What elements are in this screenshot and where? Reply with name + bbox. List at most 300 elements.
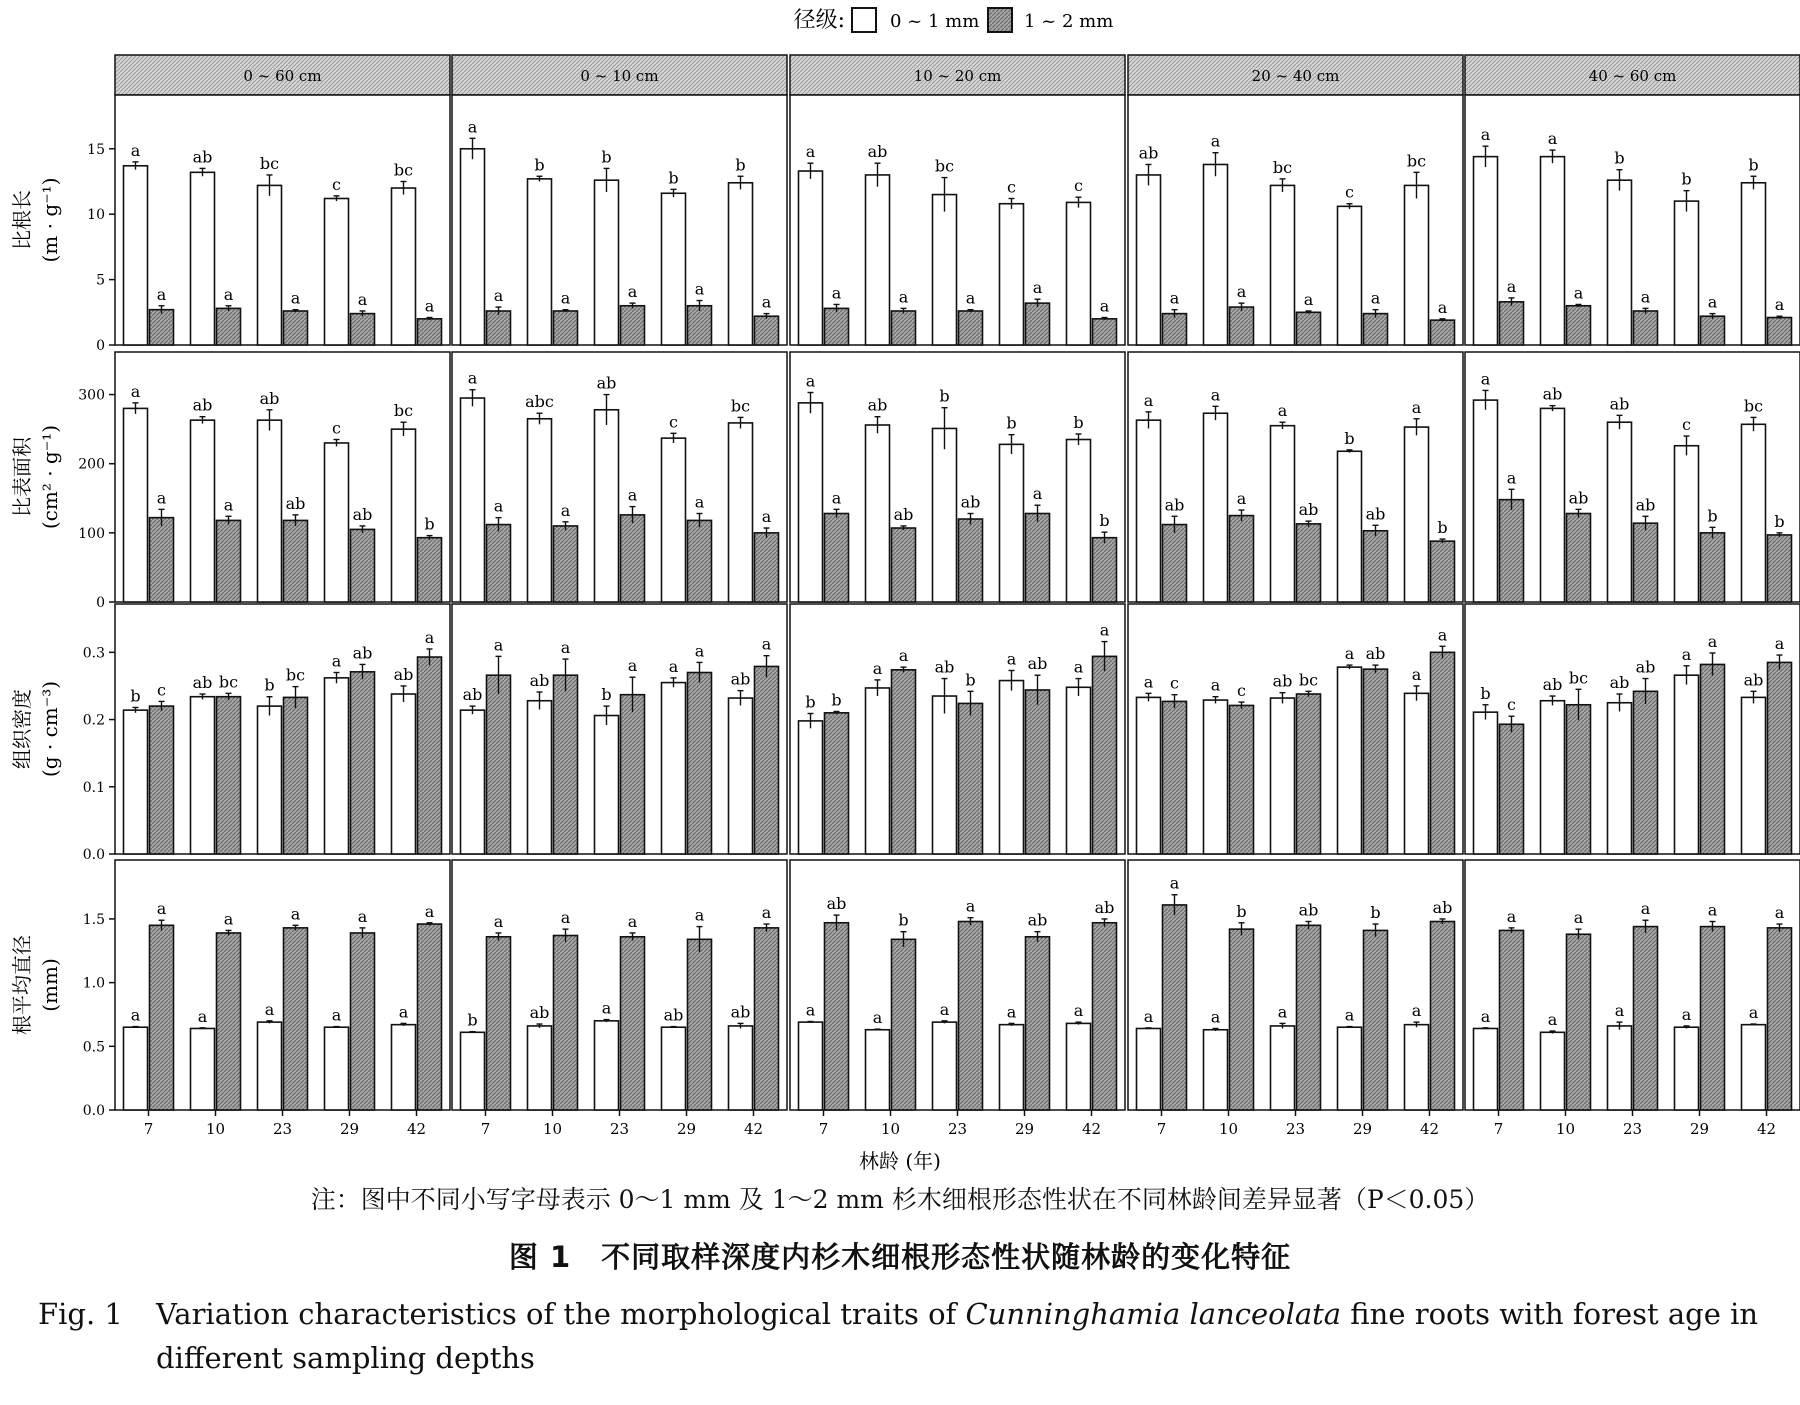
significance-letter: ab [1365,644,1386,664]
bar-coarse [284,520,308,602]
significance-letter: ab [352,504,373,524]
bar-coarse [825,513,849,602]
significance-letter: a [694,279,705,299]
bar-fine [1067,1023,1091,1110]
facet-strip-label: 10 ~ 20 cm [913,67,1002,85]
significance-letter: b [735,155,746,175]
bar-coarse [1634,691,1658,854]
bar-fine [1474,1028,1498,1110]
figure-note: 注：图中不同小写字母表示 0～1 mm 及 1～2 mm 杉木细根形态性状在不同林龄间差异显著（P＜0.05） [310,1185,1490,1214]
bar-coarse [825,713,849,854]
bar-fine [595,410,619,602]
significance-letter: a [223,284,234,304]
bar-fine [258,185,282,345]
bar-fine [528,701,552,854]
significance-letter: ab [826,894,847,914]
significance-letter: a [467,368,478,388]
significance-letter: ab [1027,910,1048,930]
significance-letter: a [398,1002,409,1022]
bar-coarse [959,311,983,345]
significance-letter: ab [1432,897,1453,917]
bar-fine [325,678,349,854]
significance-letter: a [627,282,638,302]
y-axis-label-line: 根平均直径 [10,935,34,1035]
bar-coarse [1567,306,1591,345]
bar-coarse [554,311,578,345]
bar-coarse [1768,662,1792,854]
significance-letter: b [898,910,909,930]
bar-coarse [150,518,174,602]
significance-letter: a [1143,1006,1154,1026]
significance-letter: c [1345,182,1354,202]
bar-fine [933,428,957,602]
bar-coarse [351,314,375,345]
bar-fine [1067,202,1091,345]
bar-fine [392,429,416,602]
bar-coarse [688,939,712,1110]
significance-letter: ab [596,373,617,393]
significance-letter: a [1437,297,1448,317]
bar-fine [1204,1030,1228,1110]
significance-letter: a [290,288,301,308]
bar-coarse [1634,523,1658,602]
bar-fine [595,180,619,345]
significance-letter: ab [1365,504,1386,524]
significance-letter: a [1774,634,1785,654]
facet-panel [1465,604,1800,854]
facet-strip-label: 20 ~ 40 cm [1251,67,1340,85]
significance-letter: b [805,692,816,712]
figure-caption-label: Fig. 1 [38,1297,123,1331]
significance-letter: a [331,651,342,671]
y-tick-label: 10 [87,207,105,224]
bar-coarse [959,703,983,854]
bar-fine [1204,164,1228,345]
significance-letter: a [1506,468,1517,488]
facet-panel [1465,860,1800,1138]
bar-coarse [892,939,916,1110]
significance-letter: ab [1164,495,1185,515]
significance-letter: a [965,896,976,916]
bar-coarse [1364,531,1388,602]
significance-letter: bc [1272,157,1293,177]
bar-fine [1675,446,1699,602]
bar-coarse [150,925,174,1110]
bar-fine [392,188,416,345]
bar-coarse [1634,311,1658,345]
bar-fine [799,721,823,854]
bar-coarse [688,673,712,855]
significance-letter: ab [529,1003,550,1023]
significance-letter: a [1032,484,1043,504]
significance-letter: a [1210,675,1221,695]
bar-fine [662,1027,686,1110]
significance-letter: a [1344,1005,1355,1025]
bar-coarse [1297,312,1321,345]
bar-coarse [1230,516,1254,602]
significance-letter: a [1169,873,1180,893]
significance-letter: ab [285,493,306,513]
significance-letter: a [1099,620,1110,640]
significance-letter: ab [934,657,955,677]
bar-coarse [351,672,375,854]
bar-fine [1742,424,1766,602]
significance-letter: a [493,911,504,931]
significance-letter: a [1707,900,1718,920]
significance-letter: a [1480,1006,1491,1026]
facet-panel [790,95,1125,345]
bar-fine [258,420,282,602]
significance-letter: a [1480,125,1491,145]
bar-fine [866,688,890,854]
bar-fine [258,706,282,854]
significance-letter: a [1573,283,1584,303]
significance-letter: bc [285,665,306,685]
bar-fine [662,438,686,602]
significance-letter: a [761,903,772,923]
x-tick-label: 10 [1555,1120,1576,1138]
facet-panel [790,860,1125,1138]
x-tick-label: 7 [1156,1120,1167,1138]
y-axis-label-line: (m · g⁻¹) [38,177,62,263]
significance-letter: a [223,495,234,515]
significance-letter: a [1032,278,1043,298]
y-axis-label-line: 比根长 [10,190,34,250]
bar-fine [729,183,753,345]
bar-fine [1474,712,1498,854]
bar-coarse [892,311,916,345]
y-tick-label: 1.0 [82,975,105,992]
bar-coarse [1026,513,1050,602]
significance-letter: a [223,909,234,929]
significance-letter: a [694,492,705,512]
significance-letter: b [1748,155,1759,175]
y-tick-label: 0.3 [82,645,105,662]
significance-letter: bc [1406,151,1427,171]
significance-letter: bc [1743,396,1764,416]
significance-letter: a [560,500,571,520]
bar-fine [1608,422,1632,602]
significance-letter: ab [1272,671,1293,691]
significance-letter: a [1143,390,1154,410]
bar-fine [1204,413,1228,602]
bar-fine [1541,408,1565,602]
bar-coarse [1701,664,1725,854]
bar-coarse [755,666,779,854]
legend [794,8,1114,33]
significance-letter: a [761,292,772,312]
bar-coarse [755,928,779,1110]
bar-fine [1067,687,1091,854]
bar-coarse [1634,927,1658,1110]
y-tick-label: 0.2 [82,712,105,729]
y-tick-label: 0 [96,338,105,354]
bar-fine [662,683,686,854]
y-axis-label [10,177,62,262]
significance-letter: ab [663,1005,684,1025]
x-tick-label: 42 [743,1120,764,1138]
significance-letter: b [831,690,842,710]
legend-swatch-coarse [988,8,1012,32]
significance-letter: a [1640,287,1651,307]
bar-coarse [1701,316,1725,345]
bar-coarse [487,525,511,602]
significance-letter: c [1507,695,1516,715]
bar-fine [325,443,349,602]
bar-fine [528,1026,552,1110]
x-tick-label: 42 [1081,1120,1102,1138]
significance-letter: a [467,117,478,137]
bar-fine [595,1021,619,1110]
significance-letter: c [1074,176,1083,196]
bar-coarse [959,921,983,1110]
bar-fine [1000,204,1024,345]
legend-label-fine: 0 ~ 1 mm [890,11,980,32]
bar-fine [1137,1028,1161,1110]
bar-fine [1000,444,1024,602]
significance-letter: a [1236,489,1247,509]
significance-letter: ab [1138,143,1159,163]
bar-coarse [825,923,849,1110]
bar-fine [124,710,148,854]
bar-fine [866,175,890,345]
significance-letter: a [1143,672,1154,692]
significance-letter: a [1073,657,1084,677]
significance-letter: a [493,635,504,655]
significance-letter: bc [730,396,751,416]
facet-panel [1128,604,1463,854]
bar-coarse [1701,927,1725,1110]
significance-letter: a [805,371,816,391]
significance-letter: b [1236,901,1247,921]
bar-fine [729,698,753,854]
significance-letter: a [1748,1003,1759,1023]
bar-fine [1271,185,1295,345]
significance-letter: a [761,634,772,654]
bar-coarse [217,697,241,854]
significance-letter: ab [960,492,981,512]
significance-letter: a [1169,288,1180,308]
bar-fine [1000,681,1024,854]
bar-coarse [1431,921,1455,1110]
bar-coarse [1567,934,1591,1110]
bar-coarse [1431,652,1455,854]
facet-panel [115,860,450,1138]
bar-coarse [1768,928,1792,1110]
bar-coarse [1093,538,1117,602]
bar-fine [1608,1026,1632,1110]
bar-coarse [284,928,308,1110]
significance-letter: a [872,658,883,678]
significance-letter: ab [1568,488,1589,508]
x-tick-label: 23 [272,1120,293,1138]
significance-letter: a [1573,908,1584,928]
bar-fine [1137,175,1161,345]
bar-fine [1271,1026,1295,1110]
bar-coarse [892,528,916,602]
significance-letter: a [1681,644,1692,664]
bar-coarse [825,308,849,345]
x-tick-label: 10 [880,1120,901,1138]
facet-panel [115,95,450,345]
bar-coarse [1364,669,1388,854]
bar-coarse [755,316,779,345]
bar-fine [461,149,485,345]
bar-coarse [1297,925,1321,1110]
bar-fine [1000,1025,1024,1110]
significance-letter: a [1506,276,1517,296]
significance-letter: a [627,485,638,505]
bar-fine [1405,185,1429,345]
significance-letter: bc [1298,670,1319,690]
facet-panel [1128,860,1463,1138]
bar-coarse [1768,535,1792,602]
significance-letter: bc [259,153,280,173]
bar-fine [799,1022,823,1110]
bar-fine [1675,1027,1699,1110]
bar-fine [1608,180,1632,345]
bar-fine [1675,201,1699,345]
y-axis-label-line: (g · cm⁻³) [38,680,62,778]
significance-letter: a [601,998,612,1018]
bar-coarse [150,706,174,854]
significance-letter: a [1344,644,1355,664]
bar-fine [1742,1025,1766,1110]
significance-letter: a [1707,632,1718,652]
significance-letter: ab [1298,500,1319,520]
y-axis-label-line: 组织密度 [10,689,34,769]
significance-letter: a [560,638,571,658]
bar-fine [729,423,753,602]
significance-letter: bc [1568,668,1589,688]
x-tick-label: 10 [542,1120,563,1138]
x-tick-label: 23 [1285,1120,1306,1138]
significance-letter: a [1547,1010,1558,1030]
significance-letter: abc [525,392,554,412]
bar-coarse [554,526,578,602]
bar-coarse [1500,930,1524,1110]
significance-letter: bc [393,160,414,180]
y-tick-label: 0.0 [82,1103,105,1119]
significance-letter: a [493,496,504,516]
significance-letter: a [1707,292,1718,312]
significance-letter: a [130,140,141,160]
facet-panel [1128,95,1463,345]
significance-letter: a [1480,369,1491,389]
bar-fine [1742,697,1766,854]
y-tick-label: 0.0 [82,847,105,863]
x-tick-label: 29 [1689,1120,1710,1138]
bar-fine [325,1027,349,1110]
bar-coarse [621,937,645,1110]
significance-letter: a [290,904,301,924]
bar-fine [124,1027,148,1110]
facet-strip-label: 40 ~ 60 cm [1588,67,1677,85]
significance-letter: a [357,289,368,309]
bar-fine [1204,700,1228,854]
bar-fine [191,1028,215,1110]
significance-letter: a [130,1005,141,1025]
bar-fine [799,171,823,345]
x-tick-label: 7 [818,1120,829,1138]
significance-letter: b [1480,683,1491,703]
facet-panel [790,352,1125,602]
y-axis-label-line: 比表面积 [10,437,34,517]
facet-panel [115,352,450,602]
significance-letter: a [1006,649,1017,669]
significance-letter: a [331,1005,342,1025]
bar-fine [1405,1025,1429,1110]
significance-letter: a [156,488,167,508]
significance-letter: b [668,168,679,188]
bar-fine [1271,698,1295,854]
significance-letter: a [1073,1001,1084,1021]
significance-letter: c [157,680,166,700]
significance-letter: a [1006,1002,1017,1022]
bar-fine [528,419,552,602]
significance-letter: a [939,999,950,1019]
facet-panel [1465,352,1800,602]
bar-coarse [1163,525,1187,602]
significance-letter: ab [192,673,213,693]
x-tick-label: 42 [406,1120,427,1138]
bar-fine [799,403,823,602]
significance-letter: b [601,147,612,167]
significance-letter: a [264,999,275,1019]
bar-fine [1338,667,1362,854]
significance-letter: a [805,1000,816,1020]
y-axis-label [10,681,62,777]
significance-letter: ab [462,685,483,705]
x-tick-label: 23 [1622,1120,1643,1138]
significance-letter: ab [893,504,914,524]
bar-coarse [621,695,645,854]
significance-letter: ab [192,395,213,415]
significance-letter: ab [529,670,550,690]
x-tick-label: 10 [205,1120,226,1138]
significance-letter: b [1437,518,1448,538]
bar-coarse [1431,541,1455,602]
bar-fine [729,1026,753,1110]
significance-letter: c [1237,681,1246,701]
bar-fine [866,1030,890,1110]
bar-fine [191,697,215,854]
significance-letter: a [424,296,435,316]
x-tick-label: 23 [609,1120,630,1138]
y-axis-label [10,425,62,529]
bar-fine [1474,157,1498,345]
facet-panel [452,604,787,854]
bar-fine [1405,427,1429,602]
facet-panel [115,604,450,854]
significance-letter: a [1411,1001,1422,1021]
significance-letter: a [1547,129,1558,149]
x-tick-label: 29 [1014,1120,1035,1138]
significance-letter: ab [1635,495,1656,515]
bar-coarse [1364,930,1388,1110]
x-tick-label: 29 [676,1120,697,1138]
significance-letter: a [898,646,909,666]
significance-letter: a [965,288,976,308]
bar-coarse [621,306,645,345]
significance-letter: a [627,911,638,931]
significance-letter: a [1411,397,1422,417]
legend-title: 径级: [793,8,845,33]
bar-coarse [1431,320,1455,345]
significance-letter: ab [1609,673,1630,693]
significance-letter: ab [1027,654,1048,674]
significance-letter: a [1640,899,1651,919]
